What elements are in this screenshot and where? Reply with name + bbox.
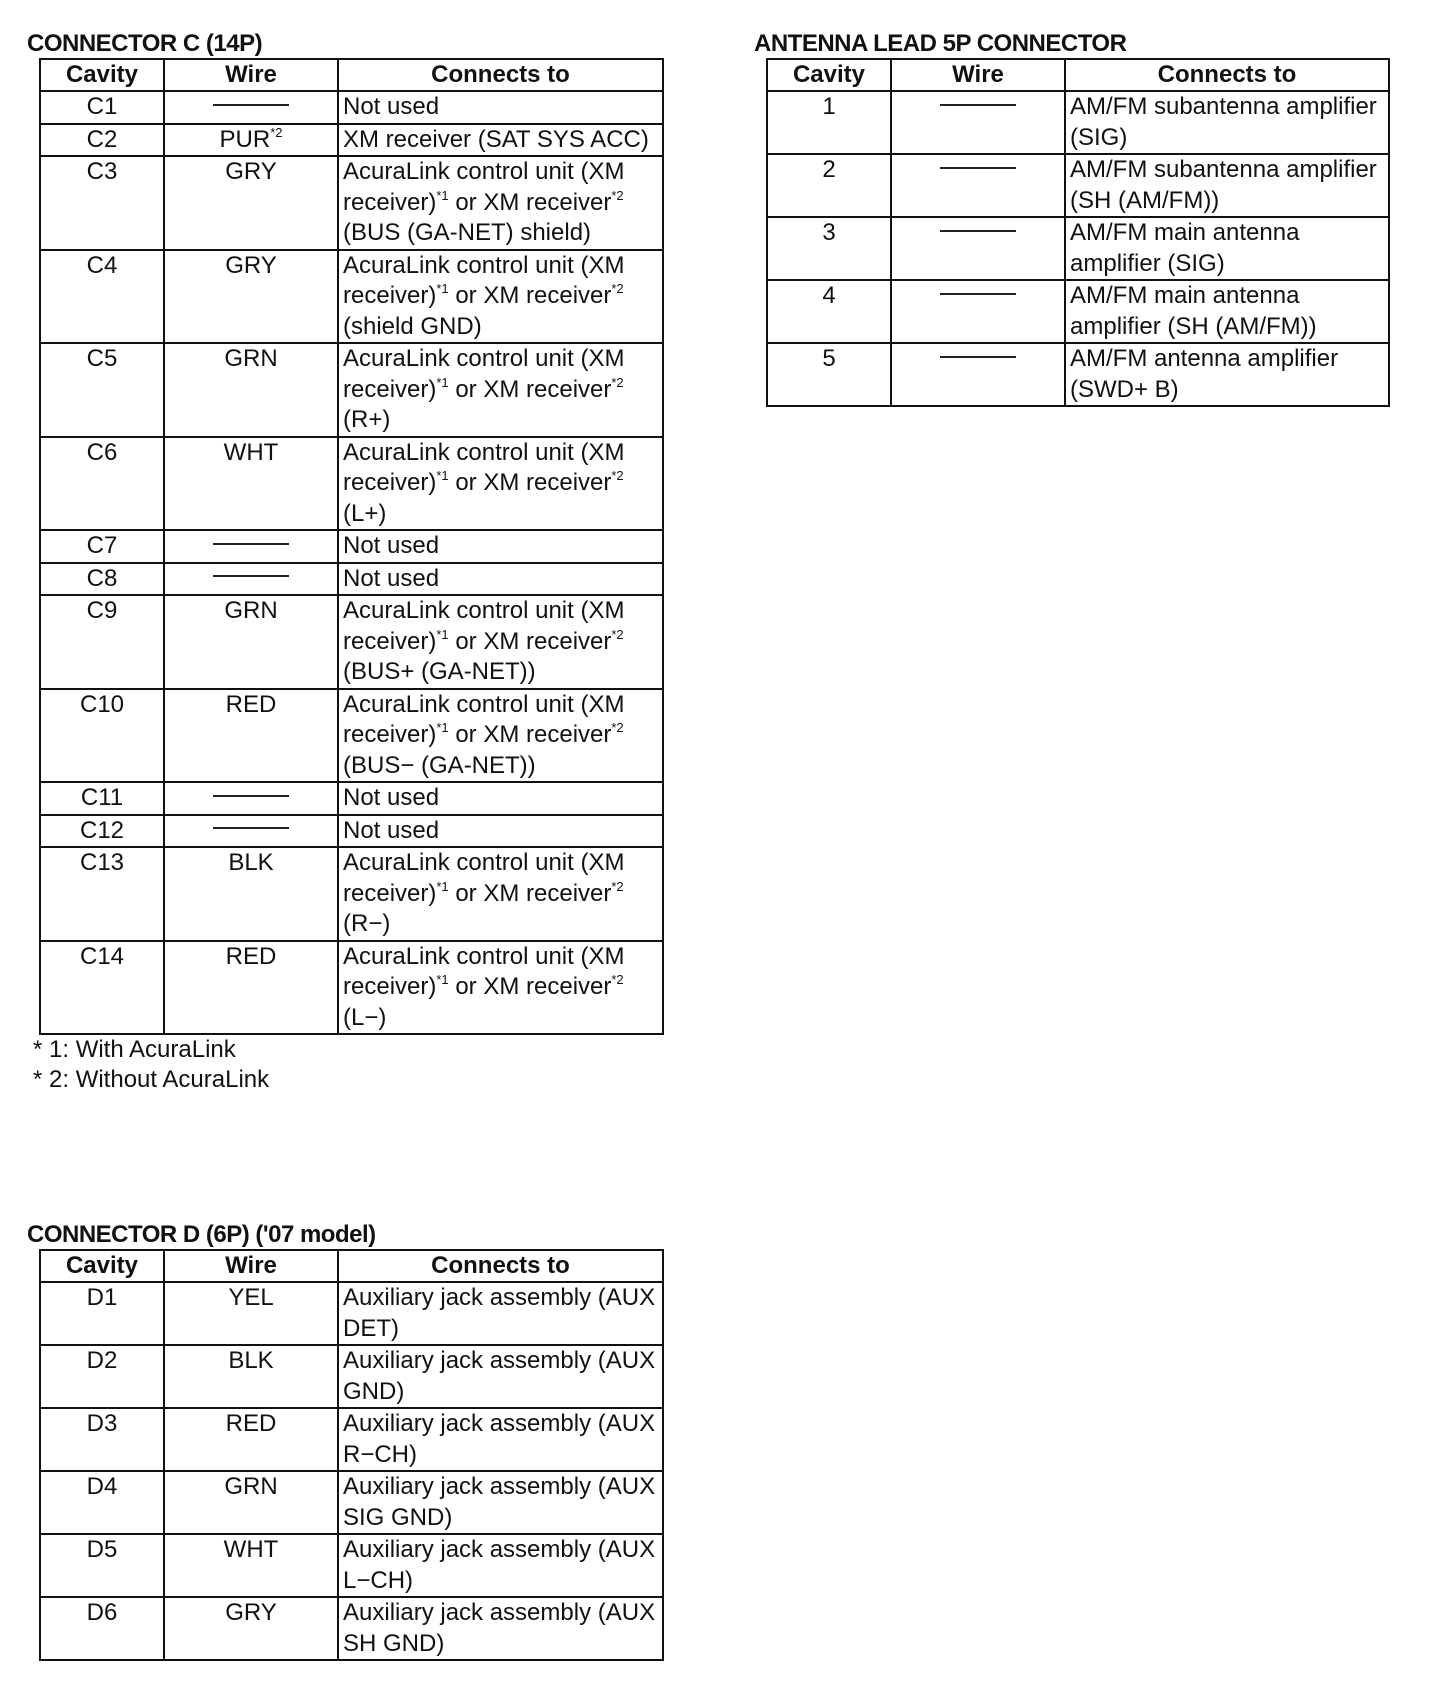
table-row: [40, 847, 663, 941]
no-wire-dash: [213, 827, 289, 829]
wire-cell: GRN: [164, 595, 338, 689]
connector-c-rows: [40, 91, 663, 1034]
wire-cell: [164, 782, 338, 815]
table-row: [40, 689, 663, 783]
no-wire-dash: [213, 543, 289, 545]
cavity-cell: 2: [767, 154, 891, 217]
antenna-title: ANTENNA LEAD 5P CONNECTOR: [754, 30, 1127, 57]
wire-cell: [164, 530, 338, 563]
table-row: [40, 437, 663, 531]
connects-to-cell: AcuraLink control unit (XM receiver)$^{*1}$ or XM receiver$^{*2}$ (R−): [338, 847, 663, 941]
wire-cell: WHT: [164, 437, 338, 531]
table-row: [40, 250, 663, 344]
connects-to-cell: AM/FM antenna amplifier (SWD+ B): [1065, 343, 1389, 406]
wire-header: Wire: [164, 59, 338, 91]
wire-cell: GRN: [164, 343, 338, 437]
wire-cell: [891, 280, 1065, 343]
no-wire-dash: [940, 167, 1016, 169]
table-row: [40, 1282, 663, 1345]
table-row: [40, 782, 663, 815]
wire-header: Wire: [164, 1250, 338, 1282]
table-row: [40, 91, 663, 124]
table-row: [40, 124, 663, 157]
table-row: [40, 563, 663, 596]
wire-cell: RED: [164, 689, 338, 783]
table-header-row: [767, 59, 1389, 91]
connector-d-section: [27, 1221, 664, 1661]
table-header-row: [40, 1250, 663, 1282]
connects-to-cell: AcuraLink control unit (XM receiver)$^{*1}$ or XM receiver$^{*2}$ (L−): [338, 941, 663, 1035]
connector-c-title: CONNECTOR C (14P): [27, 30, 263, 57]
connects-to-header: Connects to: [338, 1250, 663, 1282]
wire-cell: [891, 154, 1065, 217]
table-row: [40, 595, 663, 689]
cavity-header: Cavity: [40, 1250, 164, 1282]
table-row: [40, 530, 663, 563]
cavity-cell: 1: [767, 91, 891, 154]
connects-to-cell: AcuraLink control unit (XM receiver)$^{*1}$ or XM receiver$^{*2}$ (BUS+ (GA-NET)): [338, 595, 663, 689]
cavity-cell: C7: [40, 530, 164, 563]
wire-cell: BLK: [164, 1345, 338, 1408]
no-wire-dash: [213, 104, 289, 106]
table-row: [40, 1345, 663, 1408]
wire-cell: GRY: [164, 1597, 338, 1660]
connects-to-header: Connects to: [1065, 59, 1389, 91]
connects-to-cell: AcuraLink control unit (XM receiver)$^{*1}$ or XM receiver$^{*2}$ (R+): [338, 343, 663, 437]
cavity-cell: C1: [40, 91, 164, 124]
connects-to-cell: Auxiliary jack assembly (AUX SIG GND): [338, 1471, 663, 1534]
cavity-cell: D4: [40, 1471, 164, 1534]
connects-to-cell: AcuraLink control unit (XM receiver)$^{*1}$ or XM receiver$^{*2}$ (BUS− (GA-NET)): [338, 689, 663, 783]
connects-to-cell: AM/FM subantenna amplifier (SH (AM/FM)): [1065, 154, 1389, 217]
cavity-cell: C12: [40, 815, 164, 848]
wire-cell: BLK: [164, 847, 338, 941]
table-row: [40, 343, 663, 437]
cavity-cell: 4: [767, 280, 891, 343]
connector-d-rows: [40, 1282, 663, 1660]
wire-header: Wire: [891, 59, 1065, 91]
cavity-cell: C10: [40, 689, 164, 783]
antenna-section: [754, 30, 1390, 407]
connects-to-cell: AM/FM subantenna amplifier (SIG): [1065, 91, 1389, 154]
wire-cell: [891, 217, 1065, 280]
cavity-cell: C9: [40, 595, 164, 689]
wire-cell: GRY: [164, 250, 338, 344]
table-row: [767, 217, 1389, 280]
no-wire-dash: [940, 356, 1016, 358]
table-header-row: [40, 59, 663, 91]
connects-to-cell: Not used: [338, 815, 663, 848]
connects-to-cell: Not used: [338, 563, 663, 596]
connects-to-cell: XM receiver (SAT SYS ACC): [338, 124, 663, 157]
cavity-cell: D3: [40, 1408, 164, 1471]
cavity-header: Cavity: [767, 59, 891, 91]
connector-d-title: CONNECTOR D (6P) ('07 model): [27, 1221, 376, 1248]
cavity-cell: C2: [40, 124, 164, 157]
cavity-cell: C5: [40, 343, 164, 437]
wire-cell: RED: [164, 941, 338, 1035]
wire-cell: [891, 343, 1065, 406]
cavity-cell: C8: [40, 563, 164, 596]
no-wire-dash: [940, 293, 1016, 295]
connects-to-cell: Auxiliary jack assembly (AUX SH GND): [338, 1597, 663, 1660]
wire-cell: [164, 815, 338, 848]
connects-to-cell: Auxiliary jack assembly (AUX GND): [338, 1345, 663, 1408]
table-row: [40, 156, 663, 250]
connects-to-cell: AcuraLink control unit (XM receiver)$^{*1}$ or XM receiver$^{*2}$ (L+): [338, 437, 663, 531]
connector-d-table: [39, 1249, 664, 1661]
wire-cell: GRY: [164, 156, 338, 250]
cavity-cell: C11: [40, 782, 164, 815]
wire-cell: WHT: [164, 1534, 338, 1597]
wire-cell: PUR$^{*2}$: [164, 124, 338, 157]
table-row: [767, 154, 1389, 217]
wire-cell: YEL: [164, 1282, 338, 1345]
cavity-cell: C14: [40, 941, 164, 1035]
table-row: [40, 941, 663, 1035]
table-row: [40, 815, 663, 848]
cavity-cell: C3: [40, 156, 164, 250]
cavity-cell: C4: [40, 250, 164, 344]
cavity-cell: C6: [40, 437, 164, 531]
connects-to-cell: AM/FM main antenna amplifier (SIG): [1065, 217, 1389, 280]
wire-cell: [164, 563, 338, 596]
cavity-cell: 3: [767, 217, 891, 280]
table-row: [767, 343, 1389, 406]
connector-c-table: [39, 58, 664, 1035]
antenna-table: [766, 58, 1390, 407]
connects-to-cell: AcuraLink control unit (XM receiver)$^{*1}$ or XM receiver$^{*2}$ (shield GND): [338, 250, 663, 344]
wire-cell: [164, 91, 338, 124]
antenna-rows: [767, 91, 1389, 406]
cavity-cell: D1: [40, 1282, 164, 1345]
cavity-cell: D5: [40, 1534, 164, 1597]
connects-to-cell: Not used: [338, 530, 663, 563]
footnote-1: * 1: With AcuraLink: [33, 1036, 236, 1063]
cavity-cell: 5: [767, 343, 891, 406]
no-wire-dash: [940, 104, 1016, 106]
wire-cell: RED: [164, 1408, 338, 1471]
no-wire-dash: [213, 575, 289, 577]
table-row: [40, 1597, 663, 1660]
footnote-2: * 2: Without AcuraLink: [33, 1066, 270, 1093]
cavity-header: Cavity: [40, 59, 164, 91]
table-row: [40, 1471, 663, 1534]
table-row: [767, 280, 1389, 343]
cavity-cell: C13: [40, 847, 164, 941]
cavity-cell: D2: [40, 1345, 164, 1408]
connector-c-section: [27, 30, 664, 1095]
connects-to-cell: AM/FM main antenna amplifier (SH (AM/FM)): [1065, 280, 1389, 343]
connects-to-header: Connects to: [338, 59, 663, 91]
connects-to-cell: Auxiliary jack assembly (AUX R−CH): [338, 1408, 663, 1471]
connects-to-cell: Auxiliary jack assembly (AUX L−CH): [338, 1534, 663, 1597]
cavity-cell: D6: [40, 1597, 164, 1660]
connects-to-cell: AcuraLink control unit (XM receiver)$^{*1}$ or XM receiver$^{*2}$ (BUS (GA-NET) shield): [338, 156, 663, 250]
table-row: [40, 1408, 663, 1471]
no-wire-dash: [213, 795, 289, 797]
connects-to-cell: Auxiliary jack assembly (AUX DET): [338, 1282, 663, 1345]
table-row: [767, 91, 1389, 154]
wire-cell: [891, 91, 1065, 154]
connects-to-cell: Not used: [338, 91, 663, 124]
table-row: [40, 1534, 663, 1597]
wire-cell: GRN: [164, 1471, 338, 1534]
no-wire-dash: [940, 230, 1016, 232]
connects-to-cell: Not used: [338, 782, 663, 815]
